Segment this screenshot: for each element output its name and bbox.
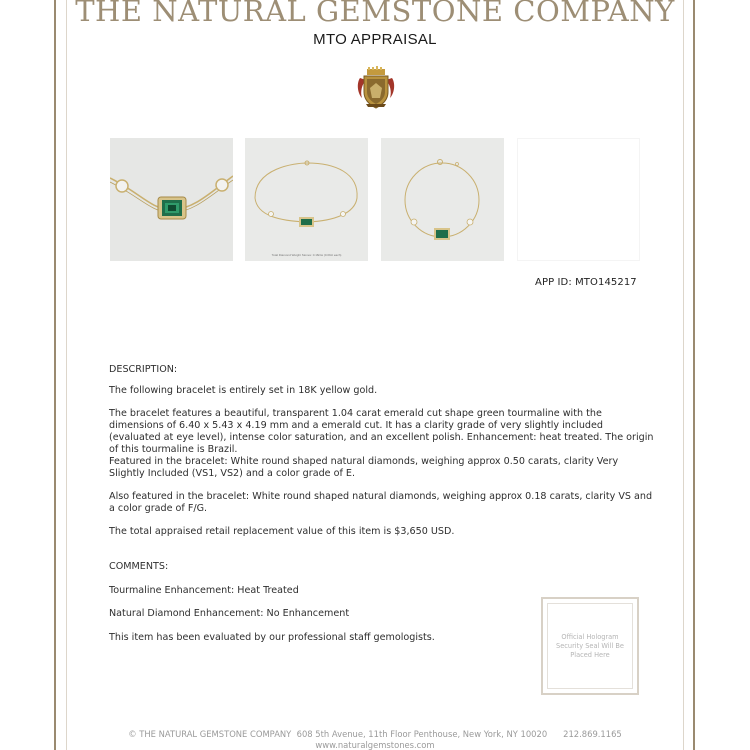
- product-photo-round: [381, 138, 504, 261]
- description-paragraph: [109, 385, 654, 397]
- app-id: APP ID: MTO145217: [535, 277, 637, 288]
- footer-address: 608 5th Avenue, 11th Floor Penthouse, New York, NY 10020: [296, 729, 548, 739]
- description-paragraph-2: The bracelet features a beautiful, transparent 1.04 carat emerald cut shape green tourmaline with the dimensions of 6.40 x 5.43 x 4.19 mm and a emerald cut. It has a clarity grade of very slightly included (evaluated at eye level), intense color saturation, and an excellent polish. Enhancement: heat treated. The origin of this tourmaline is Brazil.: [109, 408, 654, 455]
- description-paragraph: [109, 456, 654, 480]
- description-paragraph-1: The following bracelet is entirely set in 18K yellow gold.: [109, 385, 378, 396]
- description-paragraph: [109, 408, 654, 456]
- footer-copyright: © THE NATURAL GEMSTONE COMPANY: [128, 729, 292, 739]
- comment-diamond-enhancement: Natural Diamond Enhancement: No Enhancement: [109, 608, 350, 619]
- footer-contact: [0, 729, 750, 739]
- seal-text: Official Hologram Security Seal Will Be Placed Here: [547, 603, 633, 689]
- description-section: [109, 364, 654, 376]
- comment-line: [109, 608, 509, 620]
- footer-website[interactable]: www.naturalgemstones.com: [315, 740, 435, 750]
- comments-section: [109, 561, 654, 573]
- comment-tourmaline-enhancement: Tourmaline Enhancement: Heat Treated: [109, 585, 299, 596]
- appraised-value: The total appraised retail replacement value of this item is $3,650 USD.: [109, 526, 455, 537]
- page-border-left-inner: [66, 0, 67, 750]
- brand-title: THE NATURAL GEMSTONE COMPANY: [75, 0, 675, 28]
- hologram-seal-placeholder: [541, 597, 639, 695]
- comment-gemologist-evaluation: This item has been evaluated by our professional staff gemologists.: [109, 632, 435, 643]
- page-border-left-outer: [54, 0, 56, 750]
- product-photo-empty: [517, 138, 640, 261]
- comments-heading: COMMENTS:: [109, 561, 169, 572]
- product-photo-closeup: [110, 138, 233, 261]
- footer-phone: 212.869.1165: [563, 729, 622, 739]
- heraldic-crest-icon: [356, 66, 396, 110]
- comment-line: [109, 632, 509, 644]
- description-paragraph: [109, 491, 654, 515]
- photo-caption: Total Diamond Weight Stones: 0.18ctw (0.09ct each): [271, 253, 342, 257]
- description-paragraph: [109, 526, 654, 538]
- description-paragraph-4: Also featured in the bracelet: White round shaped natural diamonds, weighing approx 0.18 carats, clarity VS and a color grade of F/G.: [109, 491, 653, 514]
- comment-line: [109, 585, 509, 597]
- document-title: MTO APPRAISAL: [313, 31, 437, 48]
- description-heading: DESCRIPTION:: [109, 364, 178, 375]
- product-photo-full: [245, 138, 368, 261]
- page-border-right-inner: [683, 0, 684, 750]
- description-paragraph-3: Featured in the bracelet: White round shaped natural diamonds, weighing approx 0.50 carats, clarity Very Slightly Included (VS1, VS2) and a color grade of E.: [109, 456, 619, 479]
- page-border-right-outer: [693, 0, 695, 750]
